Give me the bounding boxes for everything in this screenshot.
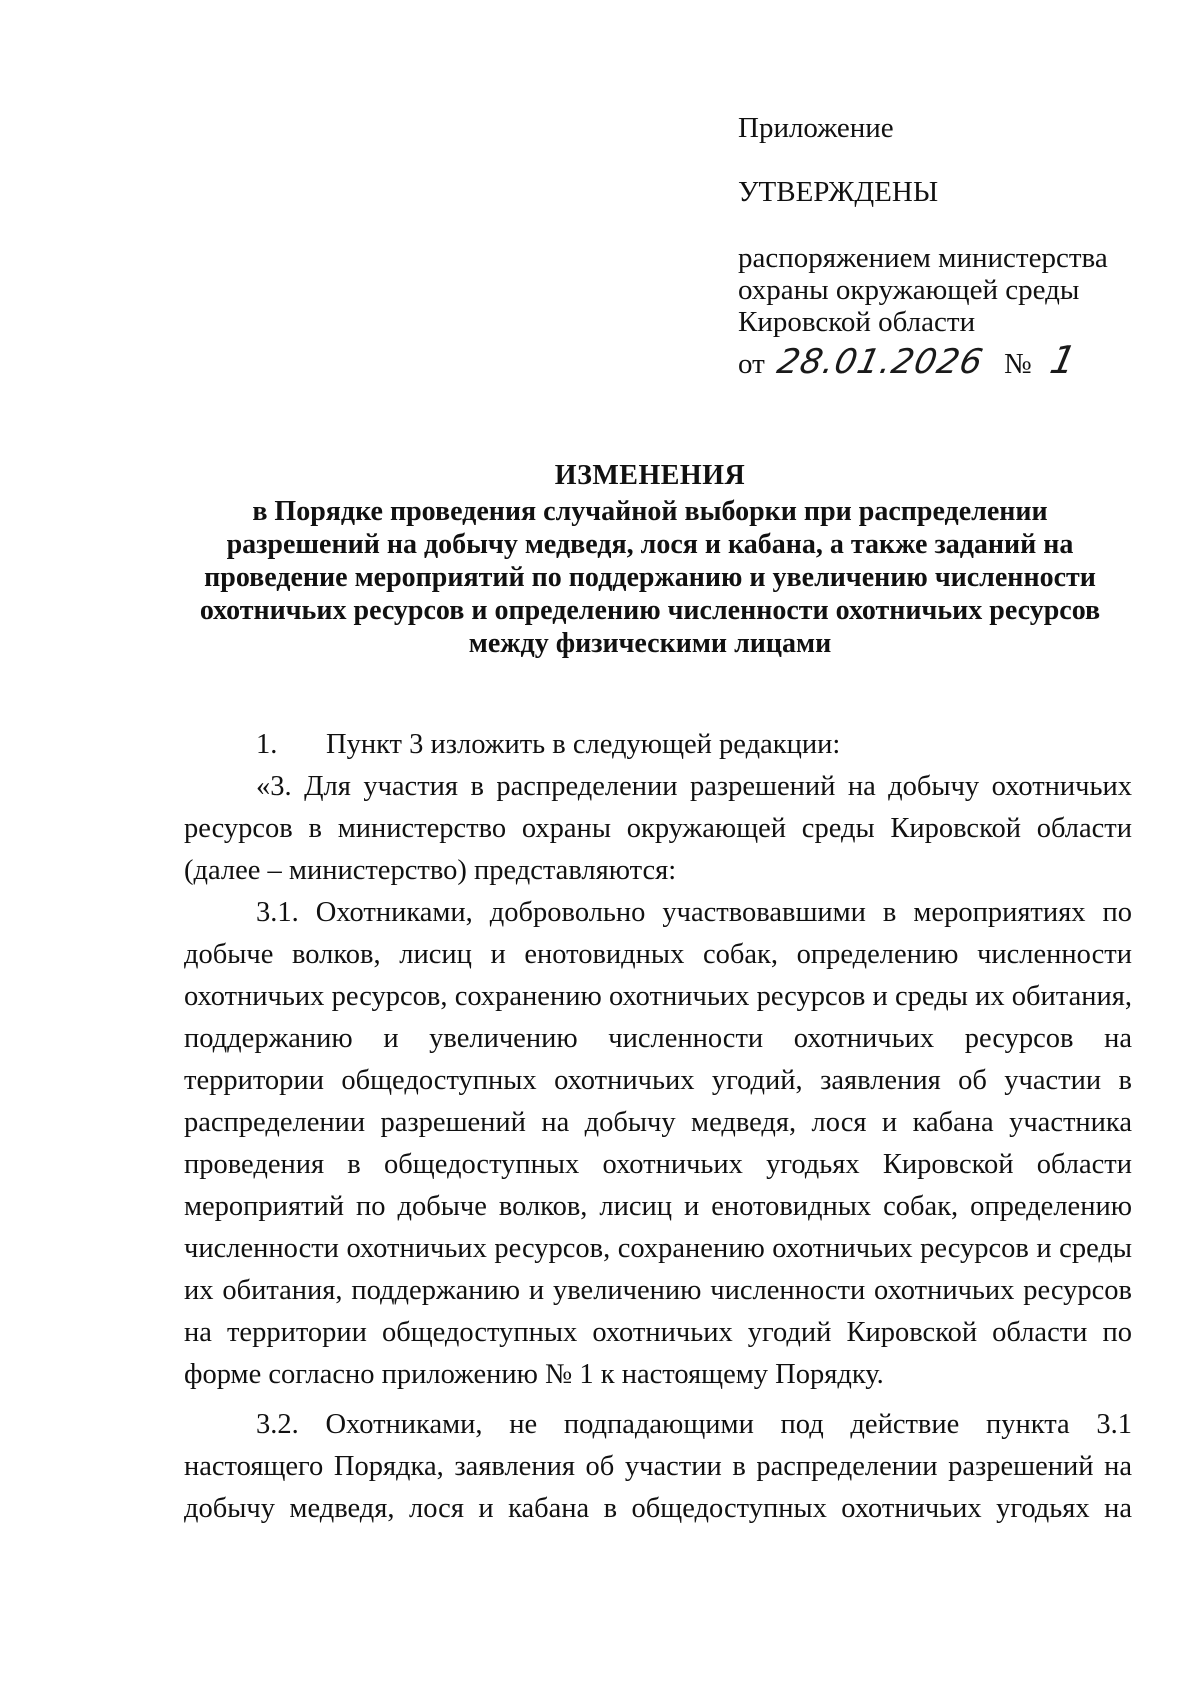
paragraph-3-line: «3. Для участия в распределении разрешений на добычу охотничьих	[256, 771, 1132, 802]
paragraph-3-2-line: добычу медведя, лося и кабана в общедоступных охотничьих угодьях на	[184, 1493, 1132, 1524]
paragraph-3-line: (далее – министерство) представляются:	[184, 855, 677, 886]
paragraph-3-1-line: мероприятий по добыче волков, лисиц и енотовидных собак, определению	[184, 1191, 1132, 1222]
paragraph-3-1-line: охотничьих ресурсов, сохранению охотничьих ресурсов и среды их обитания,	[184, 981, 1132, 1012]
paragraph-3-1-line: на территории общедоступных охотничьих угодий Кировской области по	[184, 1317, 1132, 1348]
authority-line: охраны окружающей среды	[738, 274, 1080, 306]
approved-label: УТВЕРЖДЕНЫ	[738, 176, 939, 208]
paragraph-3-1-line: численности охотничьих ресурсов, сохранению охотничьих ресурсов и среды	[184, 1233, 1132, 1264]
subtitle-line: в Порядке проведения случайной выборки при распределении	[252, 496, 1048, 527]
subtitle-line: проведение мероприятий по поддержанию и увеличению численности	[204, 562, 1096, 593]
handwritten-number: 1	[1046, 338, 1081, 382]
paragraph-3-1-line: их обитания, поддержанию и увеличению численности охотничьих ресурсов	[184, 1275, 1132, 1306]
date-prefix: от	[738, 348, 765, 380]
paragraph-3-1-line: распределении разрешений на добычу медведя, лося и кабана участника	[184, 1107, 1132, 1138]
authority-line: Кировской области	[738, 306, 976, 338]
subtitle-line: между физическими лицами	[468, 628, 832, 659]
paragraph-3-1-line: проведения в общедоступных охотничьих угодьях Кировской области	[184, 1149, 1132, 1180]
number-sign: №	[1003, 348, 1032, 380]
paragraph-3-line: ресурсов в министерство охраны окружающей среды Кировской области	[184, 813, 1132, 844]
document-title: ИЗМЕНЕНИЯ	[554, 460, 746, 491]
document-title-block	[190, 457, 1110, 660]
approval-authority	[738, 242, 1158, 338]
paragraph-3-1-line: 3.1. Охотниками, добровольно участвовавшими в мероприятиях по	[256, 897, 1132, 928]
document-body	[184, 724, 1132, 1530]
paragraph-3-2-line: настоящего Порядка, заявления об участии в распределении разрешений на	[184, 1451, 1132, 1482]
paragraph-3-1-line: форме согласно приложению № 1 к настоящему Порядку.	[184, 1359, 884, 1390]
authority-line: распоряжением министерства	[738, 242, 1108, 274]
paragraph-3-1-line: добыче волков, лисиц и енотовидных собак, определению численности	[184, 939, 1132, 970]
item-1	[184, 724, 1132, 766]
paragraph-3-1-line: территории общедоступных охотничьих угодий, заявления об участии в	[184, 1065, 1132, 1096]
subtitle-line: охотничьих ресурсов и определению численности охотничьих ресурсов	[199, 595, 1101, 626]
appendix-label: Приложение	[738, 112, 894, 144]
document-subtitle	[190, 495, 1110, 660]
subtitle-line: разрешений на добычу медведя, лося и кабана, а также заданий на	[226, 529, 1074, 560]
handwritten-date: 28.01.2026	[773, 342, 987, 382]
paragraph-3-2-line: 3.2. Охотниками, не подпадающими под действие пункта 3.1	[256, 1409, 1132, 1440]
item-1-number: 1.	[256, 729, 278, 760]
item-1-text: Пункт 3 изложить в следующей редакции:	[326, 729, 841, 760]
approval-date-row	[738, 338, 1081, 384]
paragraph-3-1-line: поддержанию и увеличению численности охотничьих ресурсов на	[184, 1023, 1132, 1054]
